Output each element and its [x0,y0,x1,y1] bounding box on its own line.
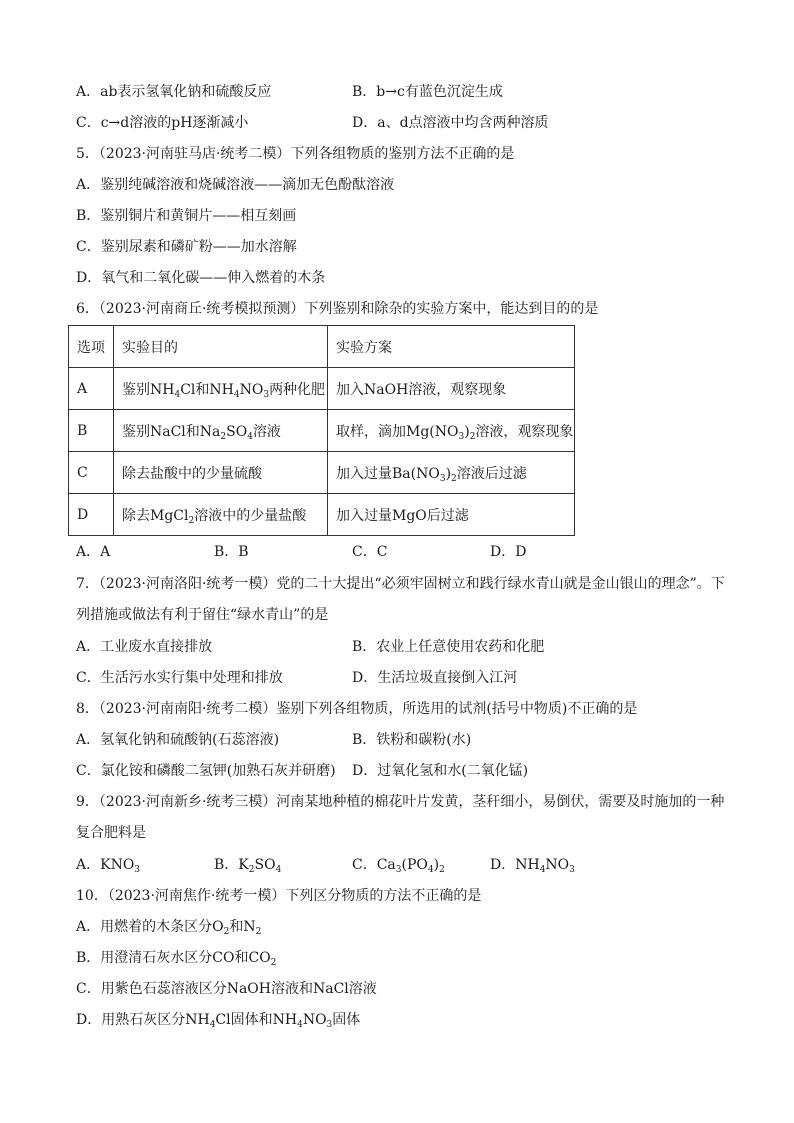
q6-table [68,325,575,536]
q4-option-b: B．b→c有蓝色沉淀生成 [352,84,503,100]
q10-option-a: A．用燃着的木条区分$O_2$和$N_2$ [76,919,262,937]
table-row [69,368,575,410]
row-goal: 除去盐酸中的少量硫酸 [114,452,328,494]
q8-option-c: C．氯化铵和磷酸二氢钾(加熟石灰并研磨) [76,763,336,779]
row-option: B [69,410,114,452]
row-plan: 取样，滴加$Mg(NO_3)_2$溶液，观察现象 [328,410,575,452]
q4-option-a: A．ab表示氢氧化钠和硫酸反应 [76,84,272,100]
q9-option-c: C．$Ca_3(PO_4)_2$ [352,857,445,875]
q7-option-d: D．生活垃圾直接倒入江河 [352,670,518,686]
row-plan: 加入过量$Ba(NO_3)_2$溶液后过滤 [328,452,575,494]
row-plan: 加入过量MgO后过滤 [328,494,575,536]
q6-answer-b: B．B [214,544,249,560]
q5-option-a: A．鉴别纯碱溶液和烧碱溶液——滴加无色酚酞溶液 [76,177,395,193]
q10-option-d: D．用熟石灰区分$NH_4Cl$固体和$NH_4NO_3$固体 [76,1012,361,1030]
row-goal: 鉴别$NH_4Cl$和$NH_4NO_3$两种化肥 [114,368,328,410]
q6-answer-d: D．D [490,544,527,560]
q7-option-c: C．生活污水实行集中处理和排放 [76,670,283,686]
table-row [69,494,575,536]
q6-answer-a: A．A [76,544,111,560]
q4-option-d: D．a、d点溶液中均含两种溶质 [352,115,549,131]
table-row [69,410,575,452]
q9-option-a: A．$KNO_3$ [76,857,141,875]
q7-option-a: A．工业废水直接排放 [76,639,213,655]
q5-stem: 5．（2023·河南驻马店·统考二模）下列各组物质的鉴别方法不正确的是 [76,146,515,162]
row-option: C [69,452,114,494]
row-plan: 加入NaOH溶液，观察现象 [328,368,575,410]
q9-option-d: D．$NH_4NO_3$ [490,857,575,875]
table-header-goal: 实验目的 [114,326,328,368]
q5-option-c: C．鉴别尿素和磷矿粉——加水溶解 [76,239,297,255]
row-option: D [69,494,114,536]
q7-option-b: B．农业上任意使用农药和化肥 [352,639,545,655]
q8-option-a: A．氢氧化钠和硫酸钠(石蕊溶液) [76,732,280,748]
q6-stem: 6．（2023·河南商丘·统考模拟预测）下列鉴别和除杂的实验方案中，能达到目的的是 [76,301,599,317]
q5-option-d: D．氧气和二氧化碳——伸入燃着的木条 [76,270,326,286]
q10-stem: 10．（2023·河南焦作·统考一模）下列区分物质的方法不正确的是 [76,888,482,904]
q7-stem-line2: 列措施或做法有利于留住“绿水青山”的是 [76,607,329,623]
row-goal: 除去MgCl$_2$溶液中的少量盐酸 [114,494,328,536]
q10-option-b: B．用澄清石灰水区分CO和$CO_2$ [76,950,277,968]
q8-option-b: B．铁粉和碳粉(水) [352,732,472,748]
q10-option-c: C．用紫色石蕊溶液区分NaOH溶液和NaCl溶液 [76,981,377,997]
q9-stem-line2: 复合肥料是 [76,825,146,841]
q8-option-d: D．过氧化氢和水(二氧化锰) [352,763,529,779]
row-goal: 鉴别NaCl和$Na_2SO_4$溶液 [114,410,328,452]
q7-stem-line1: 7．（2023·河南洛阳·统考一模）党的二十大提出“必须牢固树立和践行绿水青山就是金山银山的理念”。下 [76,576,725,592]
table-row [69,452,575,494]
table-header-plan: 实验方案 [328,326,575,368]
q6-answer-c: C．C [352,544,388,560]
q8-stem: 8．（2023·河南南阳·统考二模）鉴别下列各组物质，所选用的试剂(括号中物质)不正确的是 [76,701,638,717]
q4-option-c: C．c→d溶液的pH逐渐减小 [76,115,249,131]
q5-option-b: B．鉴别铜片和黄铜片——相互刻画 [76,208,297,224]
q9-option-b: B．$K_2SO_4$ [214,857,282,875]
row-option: A [69,368,114,410]
table-header-row [69,326,575,368]
q9-stem-line1: 9．（2023·河南新乡·统考三模）河南某地种植的棉花叶片发黄，茎秆细小，易倒伏，需要及时施加的一种 [76,794,725,810]
table-header-option: 选项 [69,326,114,368]
